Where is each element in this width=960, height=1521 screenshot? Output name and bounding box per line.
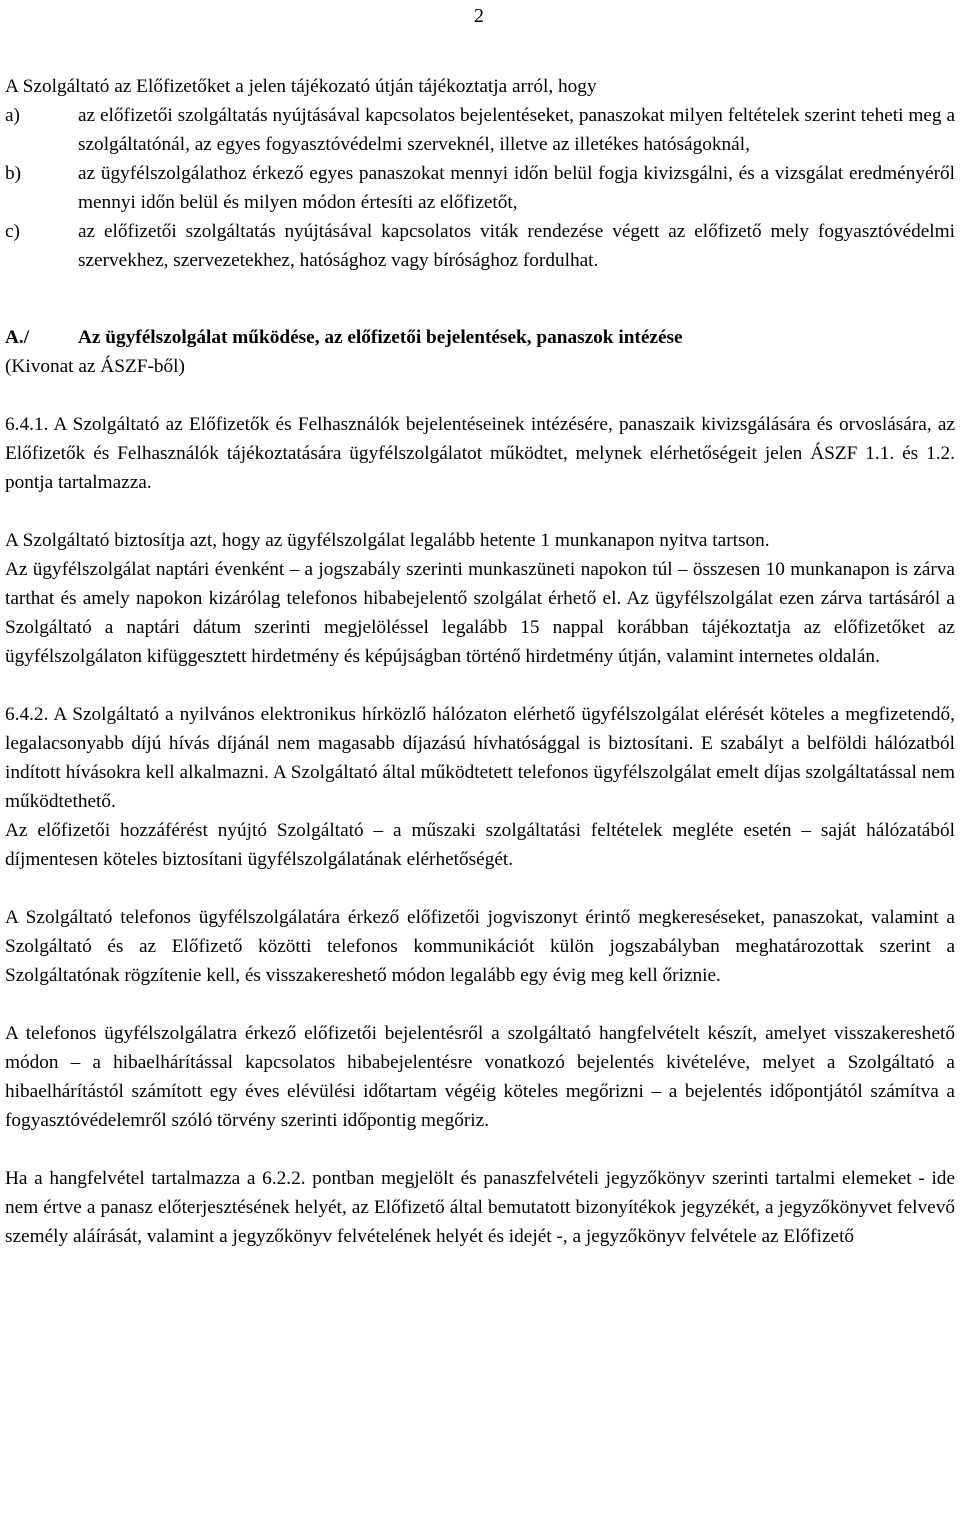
- list-text: az előfizetői szolgáltatás nyújtásával kapcsolatos bejelentéseket, panaszokat milyen feltételek szerint teheti meg a szolgáltatónál, az egyes fogyasztóvédelmi szerveknél, illetve az illetékes hatóságoknál,: [78, 105, 955, 155]
- section-heading: [5, 323, 955, 352]
- paragraph-closure-days: Az ügyfélszolgálat naptári évenként – a jogszabály szerinti munkaszüneti napokon túl – összesen 10 munkanapon is zárva tarthat és amely napokon kizárólag telefonos hibabejelentő szolgálat érhető el. Az ügyfélszolgálat ezen zárva tartásáról a Szolgáltató a naptári dátum szerinti megjelöléssel legalább 15 nappal korábban tájékoztatja az előfizetőket az ügyfélszolgálaton kifüggesztett hirdetmény és képújságban történő hirdetmény útján, valamint internetes oldalán.: [5, 559, 955, 667]
- paragraph-6-4-1: 6.4.1. A Szolgáltató az Előfizetők és Felhasználók bejelentéseinek intézésére, panaszaik kivizsgálására és orvoslására, az Előfizetők és Felhasználók tájékoztatására ügyfélszolgálatot működtet, melynek elérhetőségeit jelen ÁSZF 1.1. és 1.2. pontja tartalmazza.: [5, 414, 955, 493]
- paragraph-call-recording: A Szolgáltató telefonos ügyfélszolgálatára érkező előfizetői jogviszonyt érintő megkereséseket, panaszokat, valamint a Szolgáltató és az Előfizető közötti telefonos kommunikációt külön jogszabályban meghatározottak szerint a Szolgáltatónak rögzítenie kell, és visszakereshető módon legalább egy évig meg kell őriznie.: [5, 907, 955, 986]
- list-item-a: [5, 101, 955, 159]
- paragraph-minutes: Ha a hangfelvétel tartalmazza a 6.2.2. pontban megjelölt és panaszfelvételi jegyzőkönyv szerinti tartalmi elemeket - ide nem értve a panasz előterjesztésének helyét, az Előfizető által bemutatott bizonyítékok jegyzékét, a jegyzőkönyvet felvevő személy aláírását, valamint a jegyzőkönyv felvételének helyét és idejét -, a jegyzőkönyv felvétele az Előfizető: [5, 1168, 955, 1247]
- list-text: az ügyfélszolgálathoz érkező egyes panaszokat mennyi időn belül fogja kivizsgálni, és a vizsgálat eredményéről mennyi időn belül és milyen módon értesíti az előfizetőt,: [78, 163, 955, 213]
- list-text: az előfizetői szolgáltatás nyújtásával kapcsolatos viták rendezése végett az előfizető mely fogyasztóvédelmi szervekhez, szervezetekhez, hatósághoz vagy bírósághoz fordulhat.: [78, 221, 955, 271]
- intro-paragraph: A Szolgáltató az Előfizetőket a jelen tájékozató útján tájékoztatja arról, hogy: [5, 76, 597, 97]
- section-title: Az ügyfélszolgálat működése, az előfizetői bejelentések, panaszok intézése: [78, 327, 683, 348]
- list-label: c): [5, 221, 20, 242]
- section-label: A./: [5, 327, 30, 348]
- paragraph-audio-record: A telefonos ügyfélszolgálatra érkező előfizetői bejelentésről a szolgáltató hangfelvételt készít, amelyet visszakereshető módon – a hibaelhárítással kapcsolatos hibabejelentésre vonatkozó bejelentés kivételéve, melyet a Szolgáltató a hibaelhárítástól számított egy éves elévülési időtartam végéig köteles megőrizni – a bejelentés időpontjától számítva a fogyasztóvédelemről szóló törvény szerinti időpontig megőriz.: [5, 1023, 955, 1131]
- list-label: b): [5, 163, 22, 184]
- paragraph-6-4-2: 6.4.2. A Szolgáltató a nyilvános elektronikus hírközlő hálózaton elérhető ügyfélszolgálat elérését köteles a megfizetendő, legalacsonyabb díjú hívás díjánál nem magasabb díjazású hívhatósággal is biztosítani. E szabályt a belföldi hálózatból indított hívásokra kell alkalmazni. A Szolgáltató által működtetett telefonos ügyfélszolgálat emelt díjas szolgáltatással nem működtethető.: [5, 704, 955, 812]
- list-item-c: [5, 217, 955, 275]
- list-item-b: [5, 159, 955, 217]
- page-number: 2: [474, 5, 484, 27]
- section-subtitle: (Kivonat az ÁSZF-ből): [5, 356, 185, 377]
- paragraph-weekly-opening: A Szolgáltató biztosítja azt, hogy az ügyfélszolgálat legalább hetente 1 munkanapon nyitva tartson.: [5, 530, 770, 551]
- paragraph-free-access: Az előfizetői hozzáférést nyújtó Szolgáltató – a műszaki szolgáltatási feltételek megléte esetén – saját hálózatából díjmentesen köteles biztosítani ügyfélszolgálatának elérhetőségét.: [5, 820, 955, 870]
- list-label: a): [5, 105, 20, 126]
- document-body: [5, 72, 955, 1251]
